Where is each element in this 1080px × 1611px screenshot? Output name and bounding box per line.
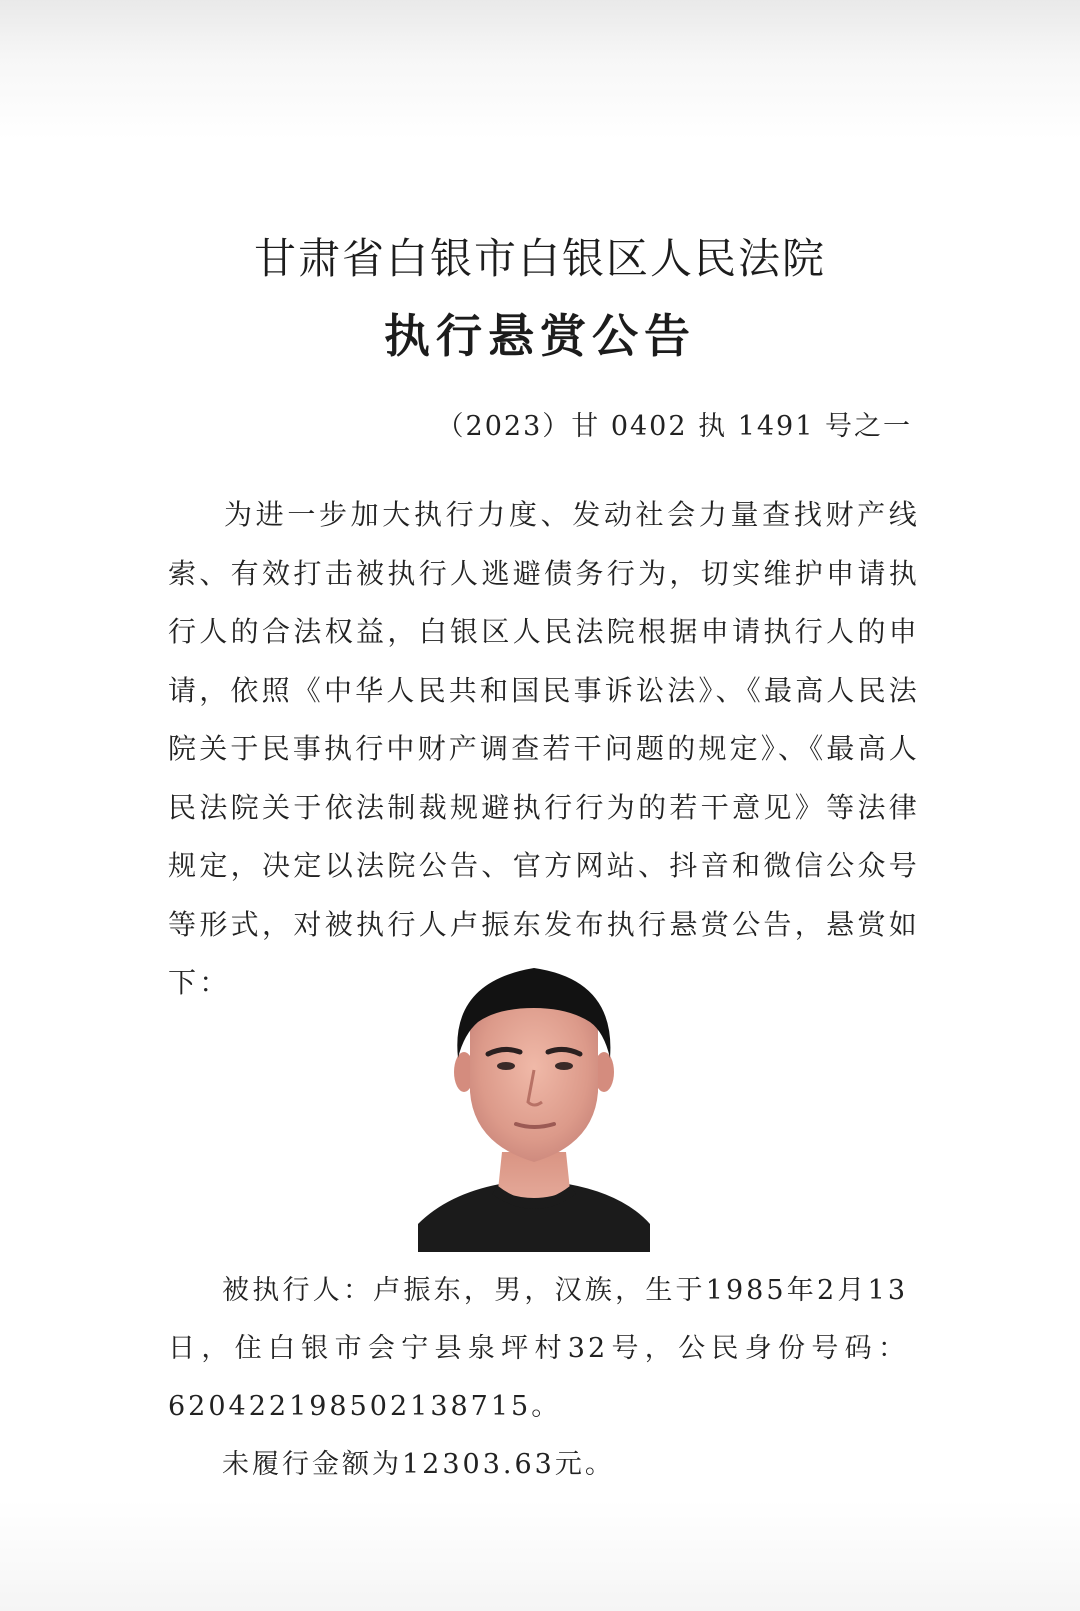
document-title: 执行悬赏公告 <box>384 309 696 363</box>
person-portrait-icon <box>418 962 650 1252</box>
court-name: 甘肃省白银市白银区人民法院 <box>253 234 826 283</box>
case-number: （2023）甘 0402 执 1491 号之一 <box>436 411 912 442</box>
intro-paragraph: 为进一步加大执行力度、发动社会力量查找财产线索、有效打击被执行人逃避债务行为，切实维护申请执行人的合法权益，白银区人民法院根据申请执行人的申请，依照《中华人民共和国民事诉讼法》、《最高人民法院关于民事执行中财产调查若干问题的规定》、《最高人民法院关于依法制裁规避执行行为的若干意见》等法律规定，决定以法院公告、官方网站、抖音和微信公众号等形式，对被执行人卢振东发布执行悬赏公告，悬赏如下： <box>168 498 921 999</box>
subject-paragraph: 被执行人：卢振东，男，汉族，生于1985年2月13日，住白银市会宁县泉坪村32号，公民身份号码：620422198502138715。 <box>168 1275 908 1422</box>
person-photo <box>418 962 650 1252</box>
amount-paragraph: 未履行金额为12303.63元。 <box>222 1449 615 1480</box>
